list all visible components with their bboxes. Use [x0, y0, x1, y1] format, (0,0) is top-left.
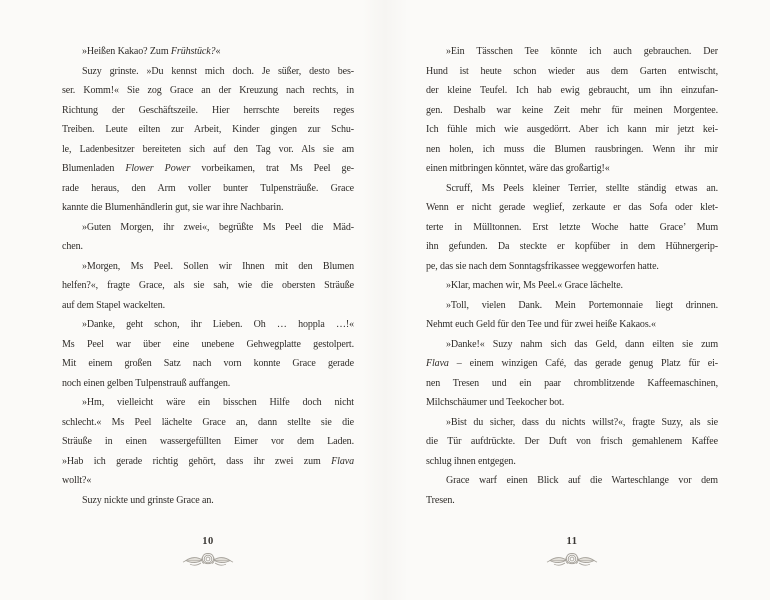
text-segment: chen. — [62, 241, 83, 252]
text-segment: auf dem Stapel wackelten. — [62, 299, 166, 311]
italic-text-segment: Flower Power — [125, 163, 191, 174]
text-line — [426, 374, 718, 394]
text-segment: gen. Deshalb war keine Zeit mehr für meinen Morgentee. — [426, 104, 718, 116]
text-line — [62, 491, 354, 511]
text-line — [426, 62, 718, 82]
text-segment: Richtung der Geschäftszeile. Hier herrschte bereits reges — [62, 104, 354, 116]
text-segment: »Ein Tässchen Tee könnte ich auch gebrauchen. Der — [446, 46, 718, 57]
italic-text-segment: Flava — [331, 455, 354, 467]
text-line — [426, 198, 718, 218]
text-line — [62, 140, 354, 160]
text-segment: pe, das sie nach dem Sonntagsfrikassee weggeworfen hatte. — [426, 260, 659, 272]
text-line — [62, 101, 354, 121]
text-segment: schlug ihnen entgegen. — [426, 455, 516, 467]
text-segment: ihn gefunden. Da steckte er kopfüber in dem Hühnergerip- — [426, 241, 718, 252]
text-segment: – einem winzigen Café, das gerade genug Platz für ei- — [448, 358, 718, 369]
text-segment: le, Ladenbesitzer bereiteten sich auf den Tag vor. Als sie am — [62, 143, 354, 155]
text-line — [62, 179, 354, 199]
text-line — [426, 276, 718, 296]
text-segment: schlecht.« Ms Peel lächelte Grace an, dann stellte sie die — [62, 416, 354, 428]
page-number: 11 — [566, 536, 578, 547]
text-segment: vorbeikamen, trat Ms Peel ge- — [190, 163, 354, 174]
text-segment: Blumenladen — [62, 163, 126, 174]
text-line — [62, 62, 354, 82]
text-segment: rade heraus, den Arm voller bunter Tulpensträuße. Grace — [62, 182, 354, 194]
text-line — [426, 140, 718, 160]
text-line — [426, 81, 718, 101]
text-line — [426, 413, 718, 433]
text-segment: ser. Komm!« Sie zog Grace an der Kreuzung nach rechts, in — [62, 85, 354, 96]
text-segment: helfen?«, fragte Grace, als sie sah, wie die obersten Sträuße — [62, 280, 354, 291]
text-line — [62, 159, 354, 179]
text-line — [62, 315, 354, 335]
text-line — [62, 452, 354, 472]
text-segment: Milchschäumer und Teekocher bot. — [426, 397, 565, 408]
text-line — [62, 81, 354, 101]
text-segment: »Danke, geht schon, ihr Lieben. Oh … hoppla …!« — [82, 319, 354, 330]
text-line — [62, 198, 354, 218]
text-segment: Nehmt euch Geld für den Tee und für zwei heiße Kakaos.« — [426, 319, 656, 330]
rose-ornament-icon — [426, 550, 718, 570]
text-line — [426, 393, 718, 413]
text-segment: »Toll, vielen Dank. Mein Portemonnaie liegt drinnen. — [446, 299, 718, 311]
text-line — [62, 296, 354, 316]
text-segment: der kleine Teufel. Ich hab ewig gebraucht, um ihn einzufan- — [426, 85, 718, 96]
text-line — [62, 354, 354, 374]
text-line — [62, 374, 354, 394]
text-line — [426, 432, 718, 452]
text-segment: nen Tresen und ein paar chromblitzende Kaffeemaschinen, — [426, 377, 718, 389]
page-number: 10 — [202, 536, 214, 547]
text-segment: die Tür aufdrückte. Der Duft von frisch gemahlenem Kaffee — [426, 436, 718, 447]
text-segment: »Bist du sicher, dass du nichts willst?«, fragte Suzy, als sie — [446, 416, 718, 428]
text-segment: nen holen, ich muss die Blumen rausbringen. Wenn ihr mir — [426, 143, 718, 155]
text-segment: Wenn er nicht gerade weglief, zerkaute er das Sofa oder klet- — [426, 202, 718, 213]
text-line — [62, 42, 354, 62]
text-line — [62, 413, 354, 433]
text-segment: »Hm, vielleicht wäre ein bisschen Hilfe doch nicht — [82, 397, 354, 408]
text-line — [62, 120, 354, 140]
text-segment: Grace warf einen Blick auf die Warteschlange vor dem — [446, 475, 718, 486]
text-line — [426, 315, 718, 335]
text-line — [426, 237, 718, 257]
text-line — [426, 257, 718, 277]
text-segment: Sträuße in einen wassergefüllten Eimer vor dem Laden. — [62, 436, 354, 447]
text-segment: noch einen gelben Tulpenstrauß auffangen. — [62, 377, 231, 389]
text-line — [62, 257, 354, 277]
text-line — [426, 101, 718, 121]
text-segment: Hund ist heute schon wieder aus dem Garten entwischt, — [426, 65, 718, 77]
text-segment: Mit einem großen Satz nach vorn konnte Grace gerade — [62, 358, 354, 369]
text-segment: Ms Peel war über eine unebene Gehwegplatte gestolpert. — [62, 338, 354, 350]
text-line — [426, 296, 718, 316]
text-segment: Treiben. Leute eilten zur Arbeit, Kinder gingen zur Schu- — [62, 124, 354, 135]
text-segment: »Heißen Kakao? Zum — [82, 46, 171, 57]
text-segment: einen mitbringen könntet, wäre das großartig!« — [426, 163, 610, 174]
text-line — [426, 354, 718, 374]
text-line — [426, 159, 718, 179]
text-line — [426, 491, 718, 511]
left-page — [62, 42, 354, 570]
text-line — [62, 335, 354, 355]
text-segment: « — [215, 46, 221, 57]
text-segment: Suzy nickte und grinste Grace an. — [82, 494, 214, 506]
text-segment: »Guten Morgen, ihr zwei«, begrüßte Ms Peel die Mäd- — [82, 221, 354, 233]
text-segment: Tresen. — [426, 494, 455, 506]
italic-text-segment: Frühstück? — [170, 46, 216, 57]
right-page-text — [426, 42, 718, 510]
italic-text-segment: Flava — [426, 358, 449, 369]
text-segment: kannte die Blumenhändlerin gut, sie war ihre Nachbarin. — [62, 202, 284, 213]
text-segment: Scruff, Ms Peels kleiner Terrier, stellte ständig etwas an. — [446, 182, 718, 194]
text-line — [62, 276, 354, 296]
text-line — [426, 452, 718, 472]
text-line — [426, 120, 718, 140]
text-line — [426, 179, 718, 199]
text-line — [426, 42, 718, 62]
text-segment: terte in Mülltonnen. Erst letzte Woche hatte Grace’ Mum — [426, 221, 718, 233]
text-line — [62, 432, 354, 452]
text-line — [62, 218, 354, 238]
text-line — [426, 471, 718, 491]
text-segment: »Hab ich gerade richtig gehört, dass ihr zwei zum — [62, 455, 332, 467]
text-segment: »Klar, machen wir, Ms Peel.« Grace lächelte. — [446, 280, 623, 291]
text-segment: Ich fühle mich wie ausgedörrt. Aber ich kann mir jetzt kei- — [426, 124, 718, 135]
text-segment: »Morgen, Ms Peel. Sollen wir Ihnen mit den Blumen — [82, 260, 354, 272]
text-line — [426, 218, 718, 238]
rose-ornament-icon — [62, 550, 354, 570]
text-segment: Suzy grinste. »Du kennst mich doch. Je süßer, desto bes- — [82, 65, 354, 77]
text-line — [62, 471, 354, 491]
text-line — [426, 335, 718, 355]
left-page-text — [62, 42, 354, 510]
text-segment: »Danke!« Suzy nahm sich das Geld, dann eilten sie zum — [446, 338, 718, 350]
right-page — [426, 42, 718, 570]
text-line — [62, 393, 354, 413]
text-line — [62, 237, 354, 257]
text-segment: wollt?« — [62, 475, 92, 486]
